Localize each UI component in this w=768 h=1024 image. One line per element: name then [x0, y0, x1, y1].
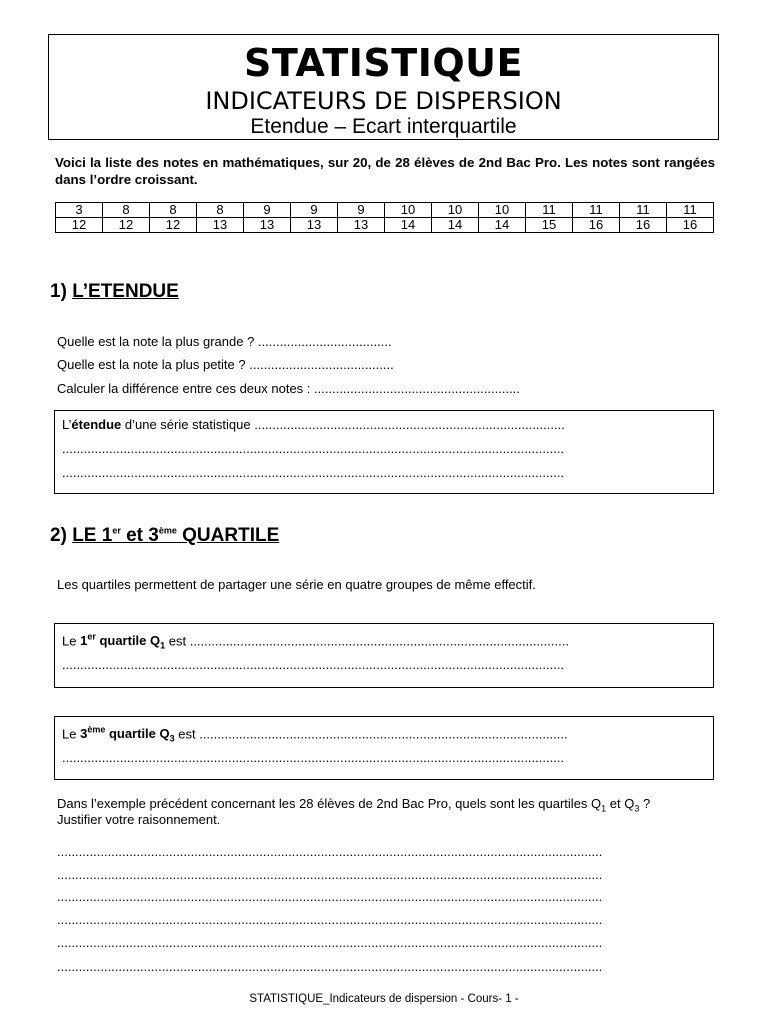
def-le: Le	[62, 633, 81, 649]
definition-etendue-line-3: ...........................................................................................................................................	[62, 465, 565, 480]
grade-cell: 16	[573, 218, 620, 233]
question-text: Calculer la différence entre ces deux notes :	[57, 381, 311, 396]
grades-row-2	[56, 218, 714, 233]
grade-cell: 9	[338, 203, 385, 218]
grade-cell: 11	[620, 203, 667, 218]
definition-q3-line-2: ...........................................................................................................................................	[62, 750, 565, 765]
grade-cell: 16	[667, 218, 714, 233]
grade-cell: 10	[385, 203, 432, 218]
title-part: LE 1	[72, 525, 113, 546]
grade-cell: 3	[56, 203, 103, 218]
grade-cell: 12	[103, 218, 150, 233]
grade-cell: 13	[244, 218, 291, 233]
def-text: est .........................................................................................................	[165, 633, 569, 649]
grade-cell: 11	[667, 203, 714, 218]
definition-text: d’une série statistique ......................................................................................	[121, 417, 565, 432]
question-sub: 1	[601, 803, 607, 814]
question-text: Quelle est la note la plus petite ?	[57, 357, 246, 372]
answer-dots: .....................................	[257, 334, 392, 349]
def-le: Le	[62, 726, 81, 742]
title-box	[48, 34, 719, 140]
answer-dots: ........................................	[249, 357, 394, 372]
term-sub: 1	[160, 640, 166, 651]
grade-cell: 10	[479, 203, 526, 218]
question-part: ?	[639, 796, 651, 811]
def-term	[80, 632, 166, 651]
term-part: quartile Q	[95, 633, 161, 649]
section-1-heading	[50, 281, 179, 303]
definition-etendue-line-1	[62, 417, 702, 432]
section-2-number: 2)	[50, 525, 67, 546]
grade-cell: 11	[526, 203, 573, 218]
term-sub: 3	[169, 733, 175, 744]
grade-cell: 9	[244, 203, 291, 218]
title-part: et 3	[120, 525, 159, 546]
grade-cell: 8	[150, 203, 197, 218]
intro-text: Voici la liste des notes en mathématiques, sur 20, de 28 élèves de 2nd Bac Pro. Les notes sont rangées dans l’ordre croissant.	[55, 155, 715, 187]
grade-cell: 14	[479, 218, 526, 233]
grade-cell: 10	[432, 203, 479, 218]
definition-prefix: L’	[62, 417, 72, 432]
title-part: QUARTILE	[176, 525, 280, 546]
quartiles-justify: Justifier votre raisonnement.	[57, 812, 221, 827]
grade-cell: 12	[56, 218, 103, 233]
term-sup: ème	[87, 725, 106, 735]
title-sup: ème	[158, 525, 177, 536]
grades-row-1	[56, 203, 714, 218]
def-term	[80, 725, 175, 744]
definition-term: étendue	[71, 417, 122, 432]
section-1-title: L’ETENDUE	[72, 281, 179, 302]
grade-cell: 14	[385, 218, 432, 233]
grade-cell: 8	[197, 203, 244, 218]
term-part: 3	[80, 726, 88, 742]
question-part: Dans l’exemple précédent concernant les 28 élèves de 2nd Bac Pro, quels sont les quartiles Q	[57, 796, 602, 811]
grade-cell: 13	[197, 218, 244, 233]
answer-line: .......................................................................................................................................................	[57, 844, 603, 859]
quartiles-intro: Les quartiles permettent de partager une série en quatre groupes de même effectif.	[57, 577, 536, 592]
def-text: est ......................................................................................................	[174, 726, 568, 742]
term-part: quartile Q	[105, 726, 170, 742]
question-difference	[57, 381, 520, 396]
answer-line: .......................................................................................................................................................	[57, 889, 603, 904]
question-min-grade	[57, 357, 394, 372]
quartiles-question	[57, 796, 717, 814]
grade-cell: 14	[432, 218, 479, 233]
page-topic: Etendue – Ecart interquartile	[250, 115, 517, 138]
definition-q1-line-1	[62, 632, 702, 651]
definition-etendue-line-2: ...........................................................................................................................................	[62, 441, 565, 456]
term-part: 1	[80, 633, 88, 649]
question-sub: 3	[634, 803, 640, 814]
grade-cell: 15	[526, 218, 573, 233]
page-subtitle: INDICATEURS DE DISPERSION	[205, 87, 562, 115]
definition-q3-line-1	[62, 725, 702, 744]
term-sup: er	[87, 632, 96, 642]
page-title: STATISTIQUE	[244, 41, 523, 85]
definition-q1-line-2: ...........................................................................................................................................	[62, 657, 565, 672]
page-footer: STATISTIQUE_Indicateurs de dispersion - Cours- 1 -	[249, 993, 519, 1005]
answer-line: .......................................................................................................................................................	[57, 867, 603, 882]
section-2-title	[72, 525, 279, 546]
question-part: et Q	[606, 796, 635, 811]
title-sup: er	[112, 525, 121, 536]
grade-cell: 13	[291, 218, 338, 233]
section-1-number: 1)	[50, 281, 67, 302]
grade-cell: 8	[103, 203, 150, 218]
section-2-heading	[50, 525, 279, 547]
question-text: Quelle est la note la plus grande ?	[57, 334, 255, 349]
grade-cell: 13	[338, 218, 385, 233]
answer-line: .......................................................................................................................................................	[57, 935, 603, 950]
answer-line: .......................................................................................................................................................	[57, 912, 603, 927]
grades-table	[55, 202, 714, 233]
grade-cell: 9	[291, 203, 338, 218]
grade-cell: 11	[573, 203, 620, 218]
answer-line: .......................................................................................................................................................	[57, 959, 603, 974]
grade-cell: 16	[620, 218, 667, 233]
question-max-grade	[57, 334, 392, 349]
grade-cell: 12	[150, 218, 197, 233]
answer-dots: .........................................................	[314, 381, 520, 396]
